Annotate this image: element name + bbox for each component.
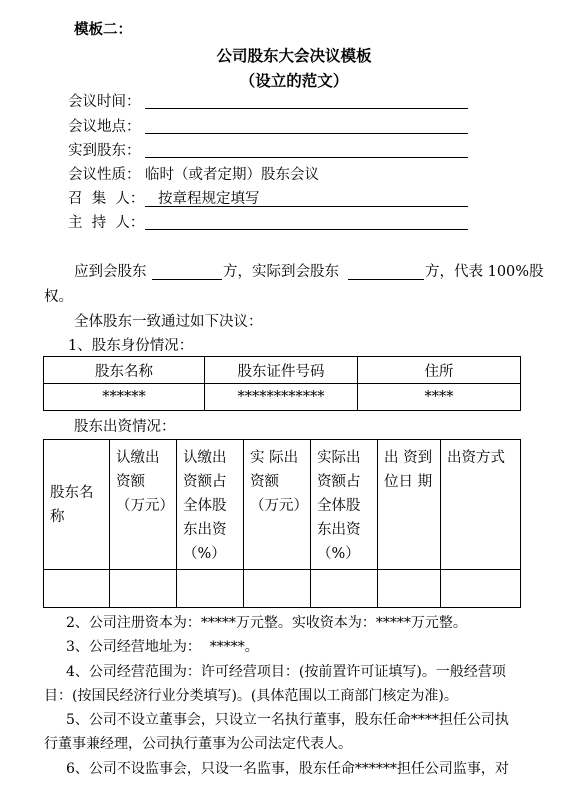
table-header-cell: 实 际出资额（万元） [244, 440, 311, 570]
table-header-cell: 股东证件号码 [205, 357, 358, 384]
table-header-cell: 住所 [358, 357, 521, 384]
table-cell [44, 570, 110, 608]
table-header-cell: 认缴出资额占全体股东出资（%） [177, 440, 244, 570]
table-header-cell: 出 资到 位日 期 [378, 440, 441, 570]
field-label-location: 会议地点： [68, 119, 141, 135]
field-label-nature: 会议性质： [68, 167, 141, 183]
table-header-cell: 出资方式 [441, 440, 521, 570]
document-subtitle: （设立的范文） [239, 71, 349, 90]
item-5-line1: 5、公司不设立董事会，只设立一名执行董事，股东任命****担任公司执 [66, 712, 509, 728]
table-header-cell: 认缴出资额（万元） [110, 440, 177, 570]
table-cell: **** [358, 384, 521, 411]
table-row [44, 384, 521, 411]
table-cell [441, 570, 521, 608]
table-cell [110, 570, 177, 608]
table-cell: ************ [205, 384, 358, 411]
field-label-time: 会议时间： [68, 94, 141, 110]
template-label: 模板二： [74, 21, 132, 38]
attendance-text-2: 方，实际到会股东 [223, 264, 339, 280]
table-header-row [44, 440, 521, 570]
field-line-location [145, 133, 468, 134]
item-4-line2: 目：(按国民经济行业分类填写)。(具体范围以工商部门核定为准)。 [44, 688, 458, 704]
field-value-nature: 临时（或者定期）股东会议 [145, 167, 319, 183]
item-4-line1: 4、公司经营范围为：许可经营项目：(按前置许可证填写)。一般经营项 [66, 664, 506, 680]
table-header-cell: 实际出资额占全体股东出资（%） [311, 440, 378, 570]
attendance-blank-2 [348, 279, 424, 280]
table-cell [244, 570, 311, 608]
table-cell: ****** [44, 384, 205, 411]
field-label-attendees: 实到股东： [68, 143, 141, 159]
field-line-attendees [145, 157, 468, 158]
contribution-table [43, 439, 521, 608]
attendance-text-3: 方，代表 100%股 [425, 264, 544, 280]
item-6-line1: 6、公司不设监事会，只设一名监事，股东任命******担任公司监事，对 [66, 761, 509, 777]
attendance-blank-1 [152, 279, 222, 280]
field-line-convener [145, 206, 468, 207]
table-cell [177, 570, 244, 608]
table-header-row [44, 357, 521, 384]
field-line-host [145, 229, 468, 230]
section1-title: 1、股东身份情况： [68, 338, 194, 354]
item-2: 2、公司注册资本为：*****万元整。实收资本为：*****万元整。 [66, 615, 467, 631]
identity-table [43, 356, 521, 411]
field-label-convener: 召 集 人： [68, 191, 145, 207]
attendance-text-1: 应到会股东 [74, 264, 147, 280]
document-title: 公司股东大会决议模板 [216, 46, 372, 65]
item-3: 3、公司经营地址为： *****。 [66, 639, 259, 655]
item-5-line2: 行董事兼经理，公司执行董事为公司法定代表人。 [44, 736, 352, 752]
table-row [44, 570, 521, 608]
field-line-time [145, 108, 468, 109]
field-value-convener: 按章程规定填写 [158, 191, 260, 207]
resolution-intro: 全体股东一致通过如下决议： [74, 314, 263, 330]
table-cell [311, 570, 378, 608]
contribution-title: 股东出资情况： [74, 419, 176, 435]
attendance-text-4: 权。 [44, 289, 73, 305]
table-header-cell: 股东名称 [44, 440, 110, 570]
field-label-host: 主 持 人： [68, 215, 145, 231]
table-header-cell: 股东名称 [44, 357, 205, 384]
table-cell [378, 570, 441, 608]
